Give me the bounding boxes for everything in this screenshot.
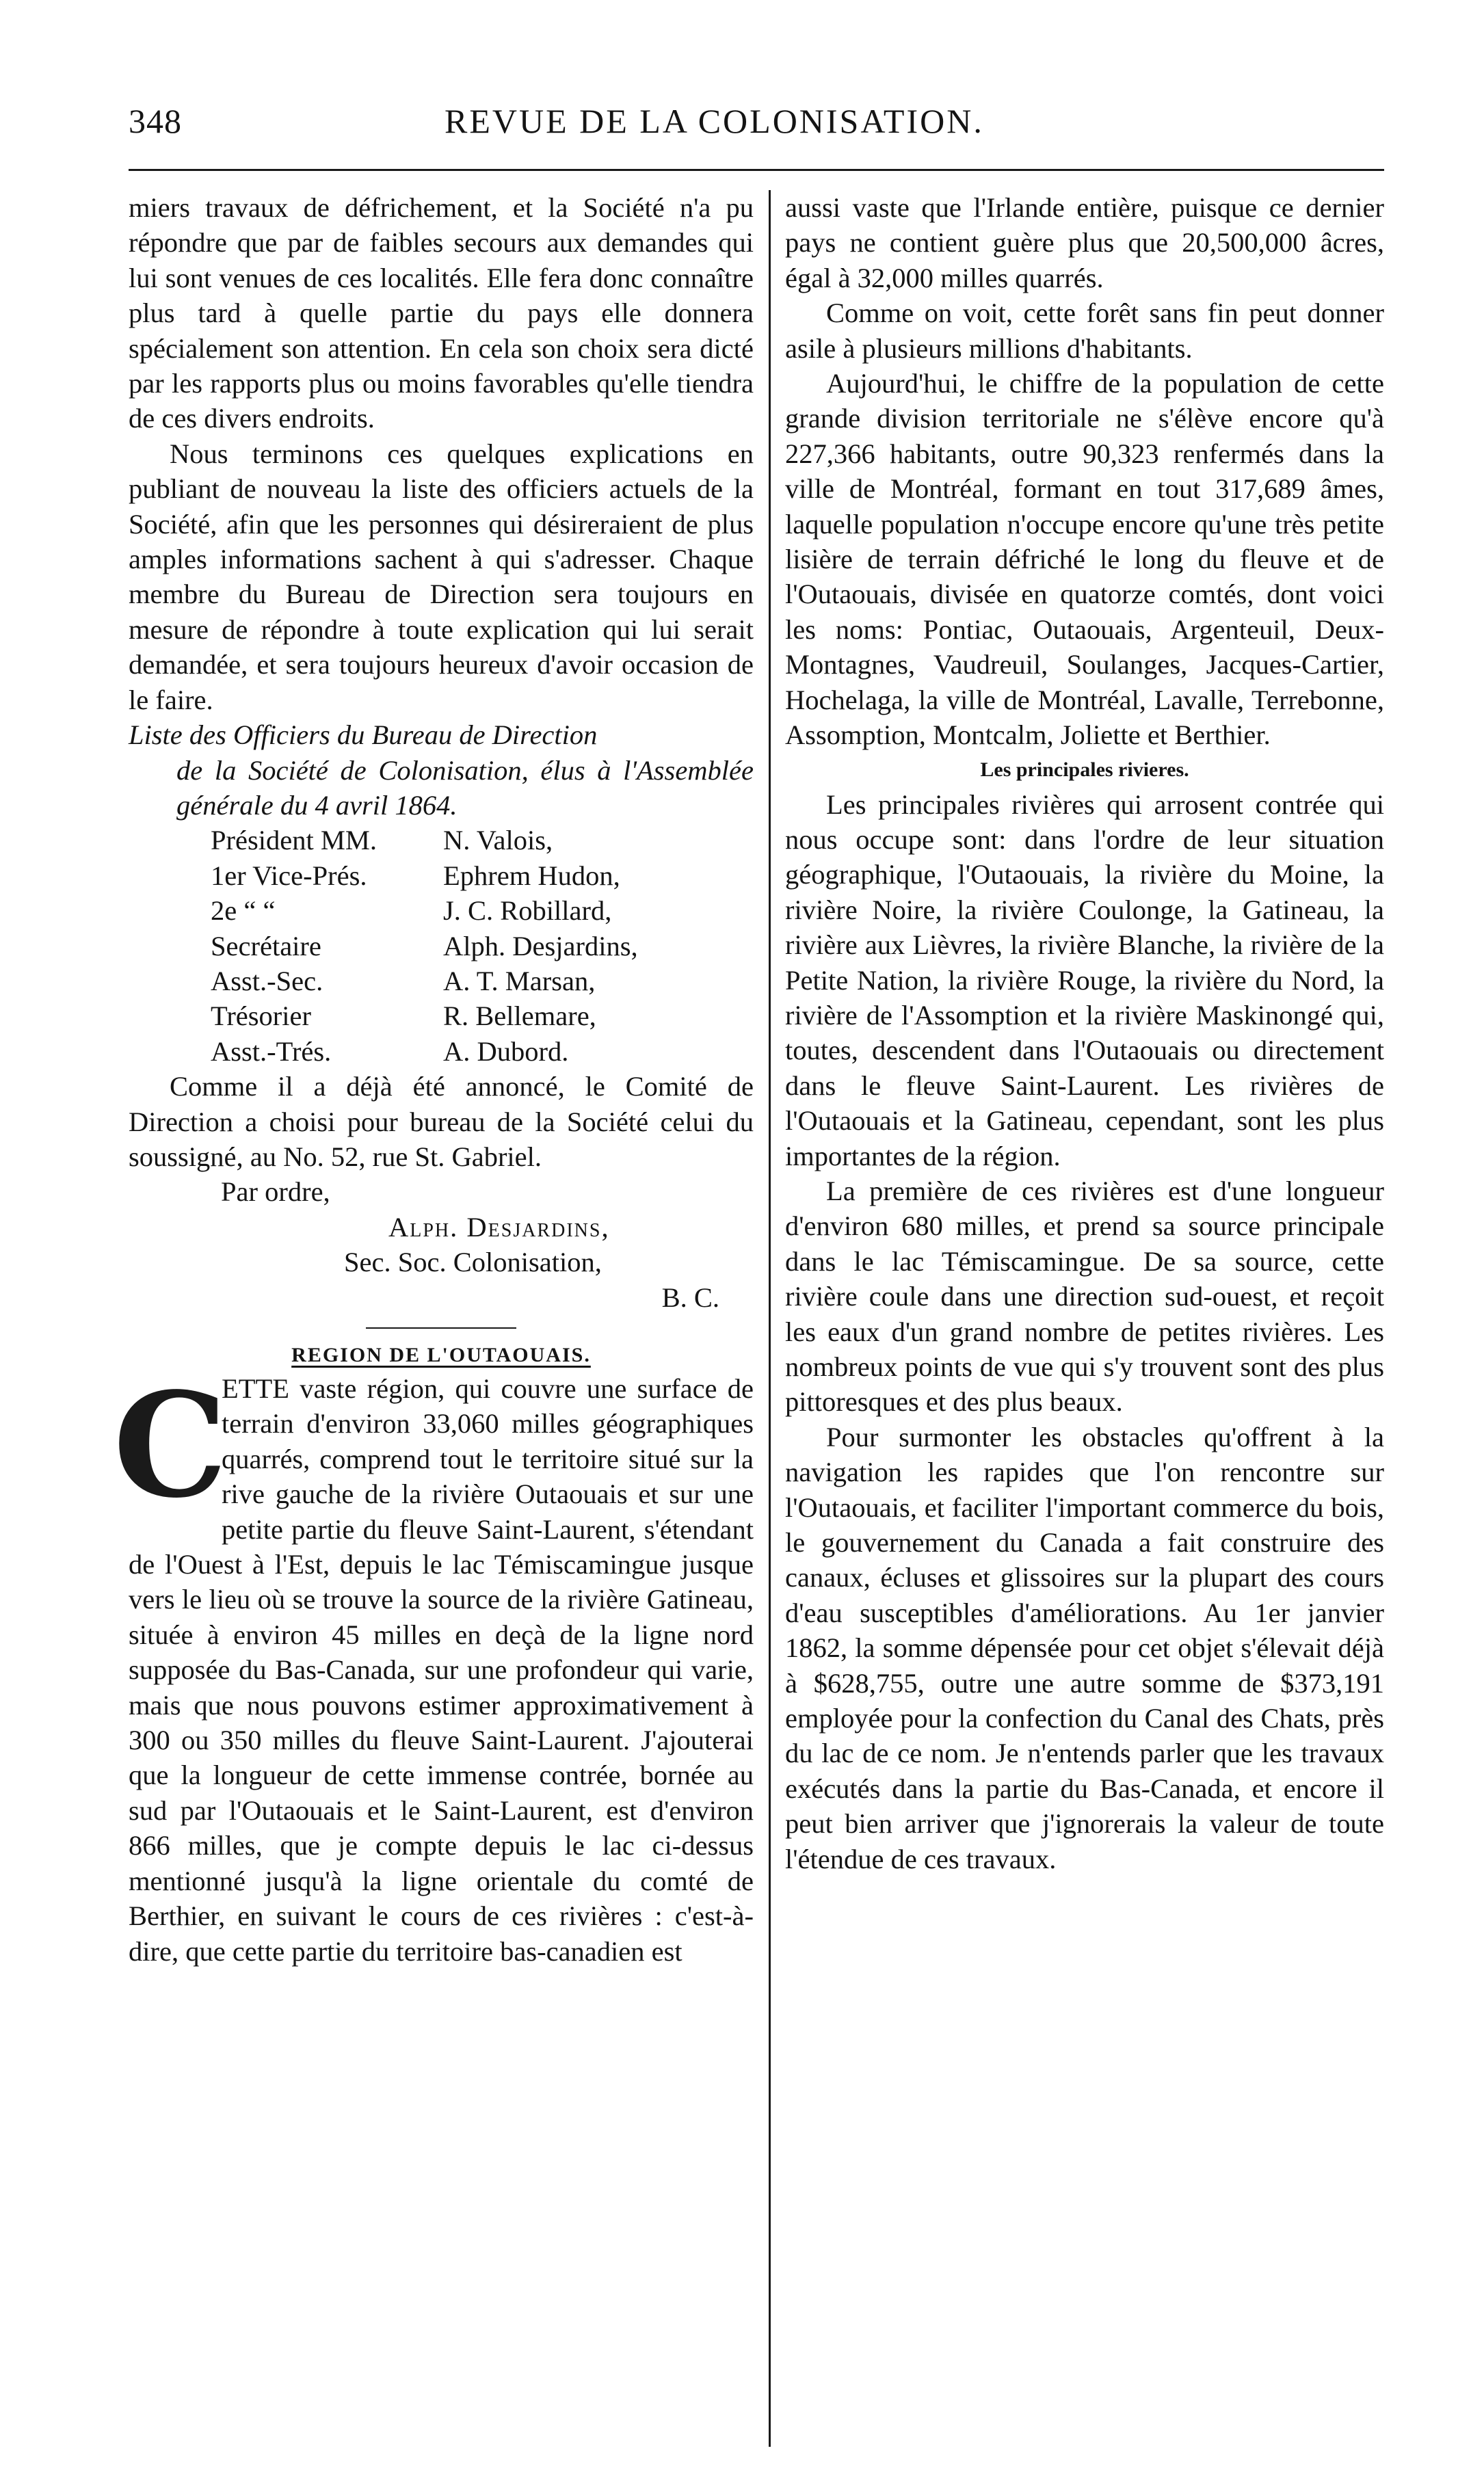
officer-name: A. Dubord. (443, 1035, 569, 1067)
officer-name: R. Bellemare, (443, 1000, 596, 1032)
section-rule (366, 1327, 516, 1329)
officer-row (211, 998, 638, 1033)
officer-role: Asst.-Sec. (211, 965, 323, 996)
officer-name: J. C. Robillard, (443, 895, 612, 927)
officer-role: Président MM. (211, 825, 377, 856)
paragraph: Comme il a déjà été annoncé, le Comité de Direction a choisi pour bureau de la Société celui du soussigné, au No. 52, rue St. Gabriel. (129, 1071, 754, 1172)
right-column (785, 190, 1384, 1876)
officer-name: Alph. Desjardins, (443, 930, 638, 961)
header-rule (129, 169, 1384, 171)
page-number: 348 (129, 102, 182, 140)
section-body (113, 1361, 754, 1969)
officer-role: Secrétaire (211, 930, 321, 961)
paragraph: La première de ces rivières est d'une longueur d'environ 680 milles, et prend sa source principale dans le lac Témiscamingue. De sa source, cette rivière coule dans une direction sud-ouest, et reçoit les eaux d'un grand nombre de petites rivières. Les nombreux points de vue qui s'y trouvent sont des plus pittoresques et des plus beaux. (785, 1175, 1384, 1418)
paragraph: ETTE vaste région, qui couvre une surface de terrain d'environ 33,060 milles géographiques quarrés, comprend tout le territoire situé sur la rive gauche de la rivière Outaouais et sur une petite partie du fleuve Saint-Laurent, s'étendant de l'Ouest à l'Est, depuis le lac Témiscamingue jusque vers le lieu où se trouve la source de la rivière Gatineau, située à environ 45 milles en deçà de la ligne nord supposée du Bas-Canada, sur une profondeur qui varie, mais que nous pouvons estimer approximativement à 300 ou 350 milles du fleuve Saint-Laurent. J'ajouterai que la longueur de cette immense contrée, bornée au sud par l'Outaouais et le Saint-Laurent, est d'environ 866 milles, que je compte depuis le lac ci-dessus mentionné jusqu'à la ligne orientale du comté de Berthier, en suivant le cours de ces rivières : c'est-à-dire, que cette partie du territoire bas-canadien est (129, 1373, 754, 1967)
officer-row (211, 823, 638, 858)
paragraph: Les principales rivières qui arrosent contrée qui nous occupe sont: dans l'ordre de leur situation géographique, l'Outaouais, la rivière du Moine, la rivière Noire, la rivière Coulonge, la Gatineau, la rivière aux Lièvres, la rivière Blanche, la rivière de la Petite Nation, la rivière Rouge, la rivière du Nord, la rivière de l'Assomption et la rivière Maskinongé qui, toutes, descendent dans l'Outaouais ou directement dans le fleuve Saint-Laurent. Les rivières de l'Outaouais et la Gatineau, cependant, sont les plus importantes de la région. (785, 788, 1384, 1171)
officer-role: 1er Vice-Prés. (211, 860, 367, 891)
running-title: REVUE DE LA COLONISATION. (445, 102, 984, 140)
officer-row (211, 893, 638, 928)
officer-role: Trésorier (211, 1000, 311, 1032)
paragraph: Pour surmonter les obstacles qu'offrent à la navigation les rapides que l'on rencontre sur l'Outaouais, et faciliter l'important commerce du bois, le gouvernement du Canada a fait construire des canaux, écluses et glissoires sur la plupart des cours d'eau susceptibles d'améliorations. Au 1er janvier 1862, la somme dépensée pour cet objet s'élevait déjà à $628,755, outre une autre somme de $373,191 employée pour la confection du Canal des Chats, près du lac de ce nom. Je n'entends parler que les travaux exécutés dans la partie du Bas-Canada, et encore il peut bien arriver que j'ignorerais la valeur de toute l'étendue de ces travaux. (785, 1421, 1384, 1874)
officer-row (211, 858, 638, 893)
officer-name: N. Valois, (443, 825, 553, 856)
column-divider (769, 190, 771, 2447)
officer-list-heading-line: Liste des Officiers du Bureau de Direction (129, 719, 598, 751)
paragraph: aussi vaste que l'Irlande entière, puisque ce dernier pays ne contient guère plus que 20,500,000 âcres, égal à 32,000 milles quarrés. (785, 192, 1384, 293)
paragraph: Comme on voit, cette forêt sans fin peut donner asile à plusieurs millions d'habitants. (785, 297, 1384, 364)
signature-initials: B. C. (661, 1282, 719, 1313)
left-column (113, 190, 754, 1969)
section-heading: REGION DE L'OUTAOUAIS. (291, 1344, 591, 1366)
paragraph: miers travaux de défrichement, et la Société n'a pu répondre que par de faibles secours aux demandes qui lui sont venues de ces localités. Elle fera donc connaître plus tard à quelle partie du pays elle donnera spécialement son attention. En cela son choix sera dicté par les rapports plus ou moins favorables qu'elle tiendra de ces divers endroits. (129, 192, 754, 434)
officer-list-heading (129, 717, 754, 823)
officer-row (211, 964, 638, 998)
signature-title: Sec. Soc. Colonisation, (344, 1247, 602, 1278)
signature-line: Par ordre, (221, 1176, 330, 1208)
paragraph: Aujourd'hui, le chiffre de la population de cette grande division territoriale ne s'élève encore qu'à 227,366 habitants, outre 90,323 renfermés dans la ville de Montréal, formant en tout 317,689 âmes, laquelle population n'occupe encore qu'une très petite lisière de terrain défriché le long du fleuve et de l'Outaouais, divisée en quatorze comtés, dont voici les noms: Pontiac, Outaouais, Argenteuil, Deux-Montagnes, Vaudreuil, Soulanges, Jacques-Cartier, Hochelaga, la ville de Montréal, Lavalle, Terrebonne, Assomption, Montcalm, Joliette et Berthier. (785, 368, 1384, 751)
officer-row (211, 1034, 638, 1069)
drop-cap (113, 1361, 228, 1543)
officer-row (211, 929, 638, 964)
officer-table (211, 823, 638, 1069)
officer-list-heading-line: de la Société de Colonisation, élus à l'Assemblée générale du 4 avril 1864. (176, 754, 754, 821)
sub-heading: Les principales rivieres. (980, 758, 1189, 781)
officer-role: Asst.-Trés. (211, 1035, 332, 1067)
officer-role: 2e “ “ (211, 895, 276, 927)
officer-name: A. T. Marsan, (443, 965, 596, 996)
officer-name: Ephrem Hudon, (443, 860, 620, 891)
drop-cap-letter: C (113, 1361, 228, 1530)
signature-name: Alph. Desjardins, (388, 1211, 610, 1243)
paragraph: Nous terminons ces quelques explications en publiant de nouveau la liste des officiers actuels de la Société, afin que les personnes qui désireraient de plus amples informations sachent à qui s'adresser. Chaque membre du Bureau de Direction sera toujours en mesure de répondre à toute explication qui lui serait demandée, et sera toujours heureux d'avoir occasion de le faire. (129, 438, 754, 715)
